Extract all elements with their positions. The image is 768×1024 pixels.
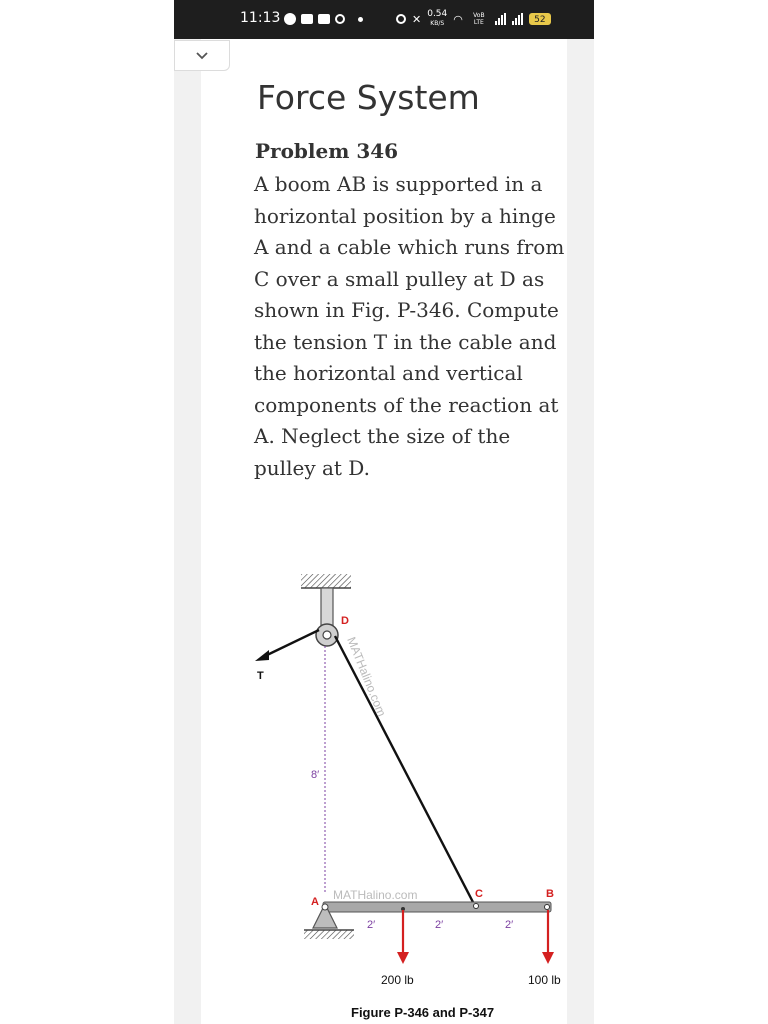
tension-arrow-head xyxy=(255,650,269,661)
book-icon xyxy=(301,14,313,24)
messenger-icon xyxy=(284,13,296,25)
problem-text: A boom AB is supported in a horizontal position by a hinge A and a cable which runs from C over a small pulley at D as shown in Fig. P-346. Compute the tension T in the cable and the horizontal and vertical components of the reaction at A. Neglect the size of the pulley at D. xyxy=(254,172,565,480)
figure-caption: Figure P-346 and P-347 xyxy=(351,1005,495,1020)
label-seg3: 2′ xyxy=(505,919,514,931)
label-a: A xyxy=(311,896,319,908)
label-seg2: 2′ xyxy=(435,919,444,931)
page-title: Force System xyxy=(257,78,480,117)
signal-1-icon xyxy=(495,13,506,25)
label-seg1: 2′ xyxy=(367,919,376,931)
instagram-icon xyxy=(335,14,345,24)
phone-screen xyxy=(174,0,594,1024)
boom-ab xyxy=(323,902,551,912)
network-speed-value: 0.54 xyxy=(427,9,448,19)
notification-icons xyxy=(284,12,363,26)
label-height: 8′ xyxy=(311,769,320,781)
watermark-vertical: MATHalino.com xyxy=(344,634,389,719)
label-t: T xyxy=(257,670,264,682)
figure-p346 xyxy=(249,564,569,1024)
network-speed xyxy=(427,10,447,28)
status-bar xyxy=(174,0,594,39)
collapse-button[interactable] xyxy=(174,40,230,71)
wifi-icon: ◠ xyxy=(453,12,463,26)
point-b xyxy=(545,905,550,910)
hinge-pin xyxy=(322,904,328,910)
more-notifications-icon xyxy=(358,17,363,22)
chevron-down-icon xyxy=(195,51,209,61)
ceiling-support xyxy=(301,574,351,588)
battery-icon: 52 xyxy=(529,13,551,25)
label-d: D xyxy=(341,615,349,627)
ground-support xyxy=(304,930,354,939)
point-c xyxy=(474,904,479,909)
alarm-icon xyxy=(396,14,406,24)
load-arrow-200-head xyxy=(397,952,409,964)
pulley-axle xyxy=(323,631,331,639)
lte-label: VoB LTE xyxy=(473,12,485,26)
label-b: B xyxy=(546,888,554,900)
status-time: 11:13 xyxy=(240,10,281,26)
signal-2-icon xyxy=(512,13,523,25)
content-card xyxy=(201,39,567,1024)
network-speed-unit: KB/S xyxy=(430,20,445,27)
problem-title: Problem 346 xyxy=(255,139,399,163)
chat-icon xyxy=(318,14,330,24)
label-load2: 100 lb xyxy=(528,973,561,987)
mute-icon: ✕ xyxy=(412,12,422,26)
load-arrow-100-head xyxy=(542,952,554,964)
label-c: C xyxy=(475,888,483,900)
watermark-horizontal: MATHalino.com xyxy=(333,888,418,902)
cable-t xyxy=(265,630,319,656)
label-load1: 200 lb xyxy=(381,973,414,987)
system-icons xyxy=(396,10,551,28)
cable-dc xyxy=(335,636,475,906)
